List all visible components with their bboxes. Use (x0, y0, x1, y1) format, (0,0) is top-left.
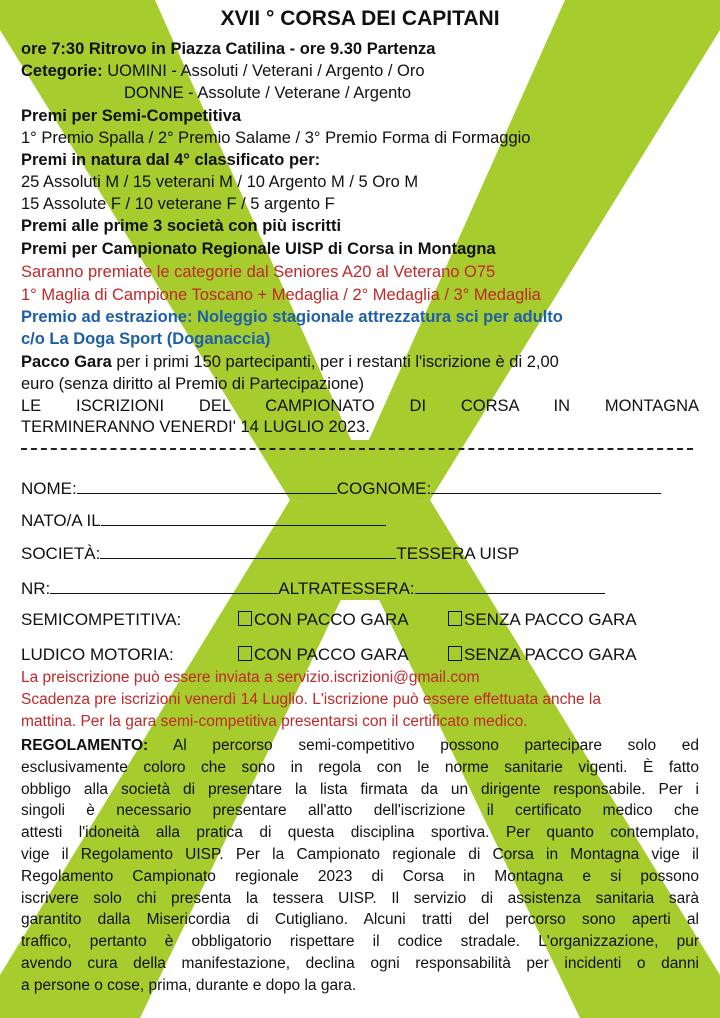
semi-con-pacco-label: CON PACCO GARA (254, 610, 409, 629)
societa-row (21, 541, 519, 564)
nr-field[interactable] (50, 576, 278, 594)
pacco-gara-bold: Pacco Gara (21, 353, 112, 371)
pacco-gara-text: per i primi 150 partecipanti, per i restanti l'iscrizione è di 2,00 (111, 353, 559, 371)
ludico-con-pacco-label: CON PACCO GARA (254, 645, 409, 664)
ludico-senza-pacco-checkbox[interactable] (448, 646, 462, 661)
ludico-senza-pacco-label: SENZA PACCO GARA (464, 645, 637, 664)
ludico-con-pacco-option (238, 645, 409, 665)
draw-prize-line2: c/o La Doga Sport (Doganaccia) (21, 330, 271, 348)
semi-competitive-heading: Premi per Semi-Competitiva (21, 107, 242, 125)
registration-close-line2: TERMINERANNO VENERDI' 14 LUGLIO 2023. (21, 418, 370, 436)
regolamento-heading: REGOLAMENTO: (21, 737, 149, 754)
preiscrizione-note: La preiscrizione può essere inviata a servizio.iscrizioni@gmail.com (21, 669, 480, 686)
draw-prize-line1: Premio ad estrazione: Noleggio stagionale attrezzatura sci per adulto (21, 308, 563, 326)
ludico-con-pacco-checkbox[interactable] (238, 646, 252, 661)
regolamento-line: avendo cura della manifestazione, declina ogni responsabilità per incidenti o danni (21, 954, 699, 972)
semicompetitiva-row (21, 610, 181, 630)
categories-men-line (21, 60, 699, 82)
categories-label: Cetegorie: (21, 62, 103, 80)
nato-label: NATO/A IL (21, 511, 101, 530)
tessera-label: TESSERA UISP (396, 544, 520, 563)
pacco-gara-line (21, 351, 699, 373)
semi-competitive-prizes: 1° Premio Spalla / 2° Premio Salame / 3° Premio Forma di Formaggio (21, 129, 531, 147)
ludico-label: LUDICO MOTORIA: (21, 645, 174, 664)
cut-line (21, 448, 693, 450)
schedule-line: ore 7:30 Ritrovo in Piazza Catilina - ore 9.30 Partenza (21, 40, 436, 58)
cognome-label: COGNOME: (336, 479, 432, 498)
society-prizes: Premi alle prime 3 società con più iscritti (21, 217, 342, 235)
regolamento-line: a persone o cose, prima, durante e dopo la gara. (21, 976, 357, 994)
regolamento-line: Regolamento Campionato regionale 2023 di Corsa in Montagna e si possono (21, 867, 699, 885)
scadenza-note-line1: Scadenza pre iscrizioni venerdì 14 Luglio. L'iscrizione può essere effettuata anche la (21, 691, 601, 708)
categories-men: UOMINI - Assoluti / Veterani / Argento / Oro (107, 62, 425, 80)
page-title: XVII ° CORSA DEI CAPITANI (220, 7, 500, 30)
regolamento-line: esclusivamente coloro che sono in regola con le norme sanitarie vigenti. È fatto (21, 758, 699, 776)
nome-row (21, 476, 661, 499)
nr-label: NR: (21, 579, 51, 598)
nome-field[interactable] (77, 476, 337, 494)
scadenza-note-line2: mattina. Per la gara semi-competitiva presentarsi con il certificato medico. (21, 713, 528, 730)
regional-heading: Premi per Campionato Regionale UISP di Corsa in Montagna (21, 240, 496, 258)
nato-field[interactable] (101, 508, 386, 526)
regolamento-row (21, 735, 699, 757)
semi-con-pacco-option (238, 610, 409, 630)
prizes-in-kind-heading: Premi in natura dal 4° classificato per: (21, 151, 321, 169)
cognome-field[interactable] (431, 476, 661, 494)
semicompetitiva-label: SEMICOMPETITIVA: (21, 610, 182, 629)
semi-senza-pacco-checkbox[interactable] (448, 611, 462, 626)
prizes-women: 15 Assolute F / 10 veterane F / 5 argento F (21, 195, 335, 213)
regolamento-line: obbligo alla società di presentare la lista firmata da un dirigente responsabile. Per i (21, 780, 699, 798)
regolamento-line: attesti l'idoneità alla pratica di questa disciplina sportiva. Per quanto contemplato, (21, 824, 699, 842)
registration-close-line1: LE ISCRIZIONI DEL CAMPIONATO DI CORSA IN MONTAGNA (21, 397, 699, 415)
regolamento-line: garantito dalla Misericordia di Cutigliano. Alcuni tratti del percorso sono aperti al (21, 911, 699, 929)
prizes-men: 25 Assoluti M / 15 veterani M / 10 Argento M / 5 Oro M (21, 173, 419, 191)
ludico-row (21, 645, 174, 665)
societa-label: SOCIETÀ: (21, 544, 101, 563)
nato-row (21, 508, 386, 531)
semi-senza-pacco-option (448, 610, 637, 630)
regolamento-line: iscrivere solo chi presenta la tessera UISP. Il servizio di assistenza sanitaria sarà (21, 889, 699, 907)
altratessera-label: ALTRATESSERA: (278, 579, 415, 598)
semi-senza-pacco-label: SENZA PACCO GARA (464, 610, 637, 629)
categories-women: DONNE - Assolute / Veterane / Argento (124, 84, 412, 102)
nr-row (21, 576, 605, 599)
societa-field[interactable] (100, 541, 396, 559)
regional-prizes: 1° Maglia di Campione Toscano + Medaglia / 2° Medaglia / 3° Medaglia (21, 286, 541, 304)
regional-categories: Saranno premiate le categorie dal Seniores A20 al Veterano O75 (21, 263, 496, 281)
regolamento-line: singoli è necessario presentare all'atto dell'iscrizione il certificato medico che (21, 802, 699, 820)
nome-label: NOME: (21, 479, 77, 498)
altratessera-field[interactable] (415, 576, 605, 594)
pacco-gara-line2: euro (senza diritto al Premio di Partecipazione) (21, 375, 364, 393)
regolamento-line: Al percorso semi-competitivo possono partecipare solo ed (148, 737, 699, 754)
semi-con-pacco-checkbox[interactable] (238, 611, 252, 626)
regolamento-line: traffico, pertanto è obbligatorio rispettare il codice stradale. L'organizzazione, pur (21, 933, 699, 951)
regolamento-block (21, 735, 699, 997)
ludico-senza-pacco-option (448, 645, 637, 665)
regolamento-line: vige il Regolamento UISP. Per la Campionato regionale di Corsa in Montagna vige il (21, 845, 699, 863)
